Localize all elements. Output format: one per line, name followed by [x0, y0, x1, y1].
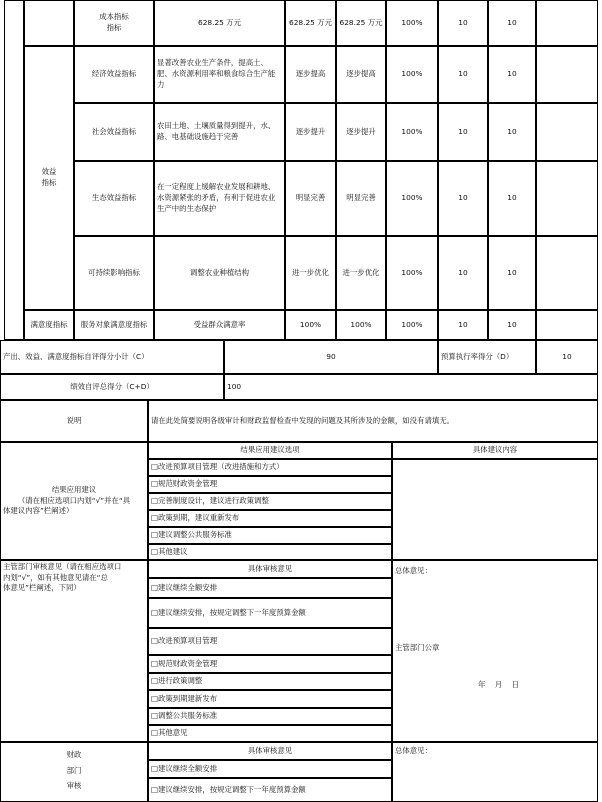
benefit-group-line1: 效益 — [41, 167, 57, 177]
subtotal-value: 90 — [224, 340, 438, 374]
eco-content: 在一定程度上缓解农业发展和耕地、水资源紧张的矛盾，有利于促进农业生产中的生态保护 — [154, 161, 285, 236]
social-content: 农田土地、土壤质量得到提升，水、路、电基础设施趋于完善 — [154, 103, 285, 161]
cost-indicator-line2: 指标 — [106, 23, 122, 32]
satisfaction-indicator: 服务对象满意度指标 — [74, 310, 154, 340]
satisfaction-col-h: 10 — [488, 310, 536, 340]
result-option-3[interactable]: □完善制度设计，建议进行政策调整 — [148, 493, 392, 510]
satisfaction-content: 受益群众满意率 — [154, 310, 285, 340]
finance-label-line3: 审核 — [66, 781, 82, 791]
finance-overall-label: 总体意见： — [395, 746, 432, 755]
cost-indicator — [74, 0, 154, 46]
dept-header: 具体审核意见 — [148, 560, 392, 578]
econ-col-e: 逐步提高 — [336, 46, 386, 103]
dept-label — [0, 560, 148, 742]
social-col-f: 100% — [386, 103, 438, 161]
sustain-content: 调整农业种植结构 — [154, 236, 285, 310]
cost-col-c: 628.25 万元 — [154, 0, 285, 46]
satisfaction-col-f: 100% — [386, 310, 438, 340]
result-option-5[interactable]: □建议调整公共服务标准 — [148, 527, 392, 544]
result-option-6[interactable]: □其他建议 — [148, 544, 392, 560]
dept-option-2[interactable]: □建议继续安排，按规定调整下一年度预算金额 — [148, 598, 392, 628]
sustain-indicator: 可持续影响指标 — [74, 236, 154, 310]
result-col2-body — [392, 459, 598, 560]
finance-label-line2: 部门 — [66, 765, 82, 775]
sustain-col-e: 进一步优化 — [336, 236, 386, 310]
social-col-g: 10 — [438, 103, 488, 161]
cost-col-g: 10 — [438, 0, 488, 46]
cost-col-h: 10 — [488, 0, 536, 46]
budget-value: 10 — [536, 340, 598, 374]
satisfaction-col-i — [536, 310, 598, 340]
econ-indicator: 经济效益指标 — [74, 46, 154, 103]
sustain-col-d: 进一步优化 — [285, 236, 336, 310]
result-col1-header: 结果应用建议选项 — [148, 442, 392, 459]
dept-label-line2: 内划“√”，如有其他意见请在“总 — [3, 572, 108, 582]
dept-option-1[interactable]: □建议继续全额安排 — [148, 578, 392, 598]
finance-option-2[interactable]: □建议继续安排，按规定调整下一年度预算金额 — [148, 778, 392, 802]
eco-col-h: 10 — [488, 161, 536, 236]
explain-label: 说明 — [0, 400, 148, 442]
econ-col-f: 100% — [386, 46, 438, 103]
econ-col-h: 10 — [488, 46, 536, 103]
satisfaction-col-g: 10 — [438, 310, 488, 340]
cost-col-f: 100% — [386, 0, 438, 46]
dept-option-4[interactable]: □规范财政资金管理 — [148, 655, 392, 673]
result-label-line3: 体建议内容”栏阐述） — [3, 506, 74, 516]
sustain-col-h: 10 — [488, 236, 536, 310]
satisfaction-group: 满意度指标 — [24, 310, 74, 340]
social-col-h: 10 — [488, 103, 536, 161]
cost-col-d: 628.25 万元 — [285, 0, 336, 46]
result-option-2[interactable]: □规范财政资金管理 — [148, 476, 392, 493]
cost-col-e: 628.25 万元 — [336, 0, 386, 46]
result-label-line1: 结果应用建议 — [51, 484, 97, 494]
eco-indicator: 生态效益指标 — [74, 161, 154, 236]
result-col2-header: 具体建议内容 — [392, 442, 598, 459]
result-label-line2: （请在相应选项口内划“√”并在“具 — [17, 495, 131, 505]
dept-label-line1: 主管部门审核意见（请在相应选项口 — [3, 562, 122, 571]
dept-option-8[interactable]: □其他意见 — [148, 725, 392, 742]
result-option-1[interactable]: □改进预算项目管理（改进措施和方式） — [148, 459, 392, 476]
finance-option-1[interactable]: □建议继续全额安排 — [148, 760, 392, 778]
cost-indicator-line1: 成本指标 — [99, 12, 129, 22]
econ-col-i — [536, 46, 598, 103]
eco-col-d: 明显完善 — [285, 161, 336, 236]
dept-seal: 主管部门公章 — [395, 643, 440, 652]
explain-text: 请在此处简要说明各级审计和财政监督检查中发现的问题及其所涉及的金额，如没有请填无。 — [148, 400, 598, 442]
total-value: 100 — [224, 374, 598, 400]
dept-option-6[interactable]: □政策到期建新发布 — [148, 690, 392, 708]
benefit-group-line2: 指标 — [41, 178, 57, 187]
social-col-d: 逐步提升 — [285, 103, 336, 161]
satisfaction-col-e: 100% — [336, 310, 386, 340]
sustain-col-g: 10 — [438, 236, 488, 310]
budget-label: 预算执行率得分（D） — [438, 340, 536, 374]
eco-col-f: 100% — [386, 161, 438, 236]
dept-overall-label: 总体意见： — [395, 566, 432, 575]
result-option-4[interactable]: □政策到期，建议重新发布 — [148, 510, 392, 527]
benefit-group-label — [24, 46, 74, 310]
sustain-col-i — [536, 236, 598, 310]
cost-blank — [24, 0, 74, 46]
cost-col-i — [536, 0, 598, 46]
finance-label — [0, 742, 148, 802]
finance-label-line1: 财政 — [66, 750, 82, 759]
satisfaction-col-d: 100% — [285, 310, 336, 340]
econ-content: 显著改善农业生产条件，提高土、肥、水资源利用率和粮食综合生产能力 — [154, 46, 285, 103]
finance-header: 具体审核意见 — [148, 742, 392, 760]
eco-col-e: 明显完善 — [336, 161, 386, 236]
econ-col-g: 10 — [438, 46, 488, 103]
social-indicator: 社会效益指标 — [74, 103, 154, 161]
subtotal-label: 产出、效益、满意度指标自评得分小计（C） — [0, 340, 224, 374]
sustain-col-f: 100% — [386, 236, 438, 310]
social-col-e: 逐步提升 — [336, 103, 386, 161]
eco-col-i — [536, 161, 598, 236]
total-label: 绩效自评总得分（C+D） — [0, 374, 224, 400]
econ-col-d: 逐步提高 — [285, 46, 336, 103]
result-label — [0, 442, 148, 560]
margin-col-a — [4, 0, 24, 340]
dept-label-line3: 体意见”栏阐述，下同） — [3, 583, 81, 593]
dept-option-3[interactable]: □改进预算项目管理 — [148, 628, 392, 655]
dept-option-7[interactable]: □调整公共服务标准 — [148, 708, 392, 725]
eco-col-g: 10 — [438, 161, 488, 236]
dept-option-5[interactable]: □进行政策调整 — [148, 673, 392, 690]
social-col-i — [536, 103, 598, 161]
dept-date: 年 月 日 — [478, 680, 519, 689]
